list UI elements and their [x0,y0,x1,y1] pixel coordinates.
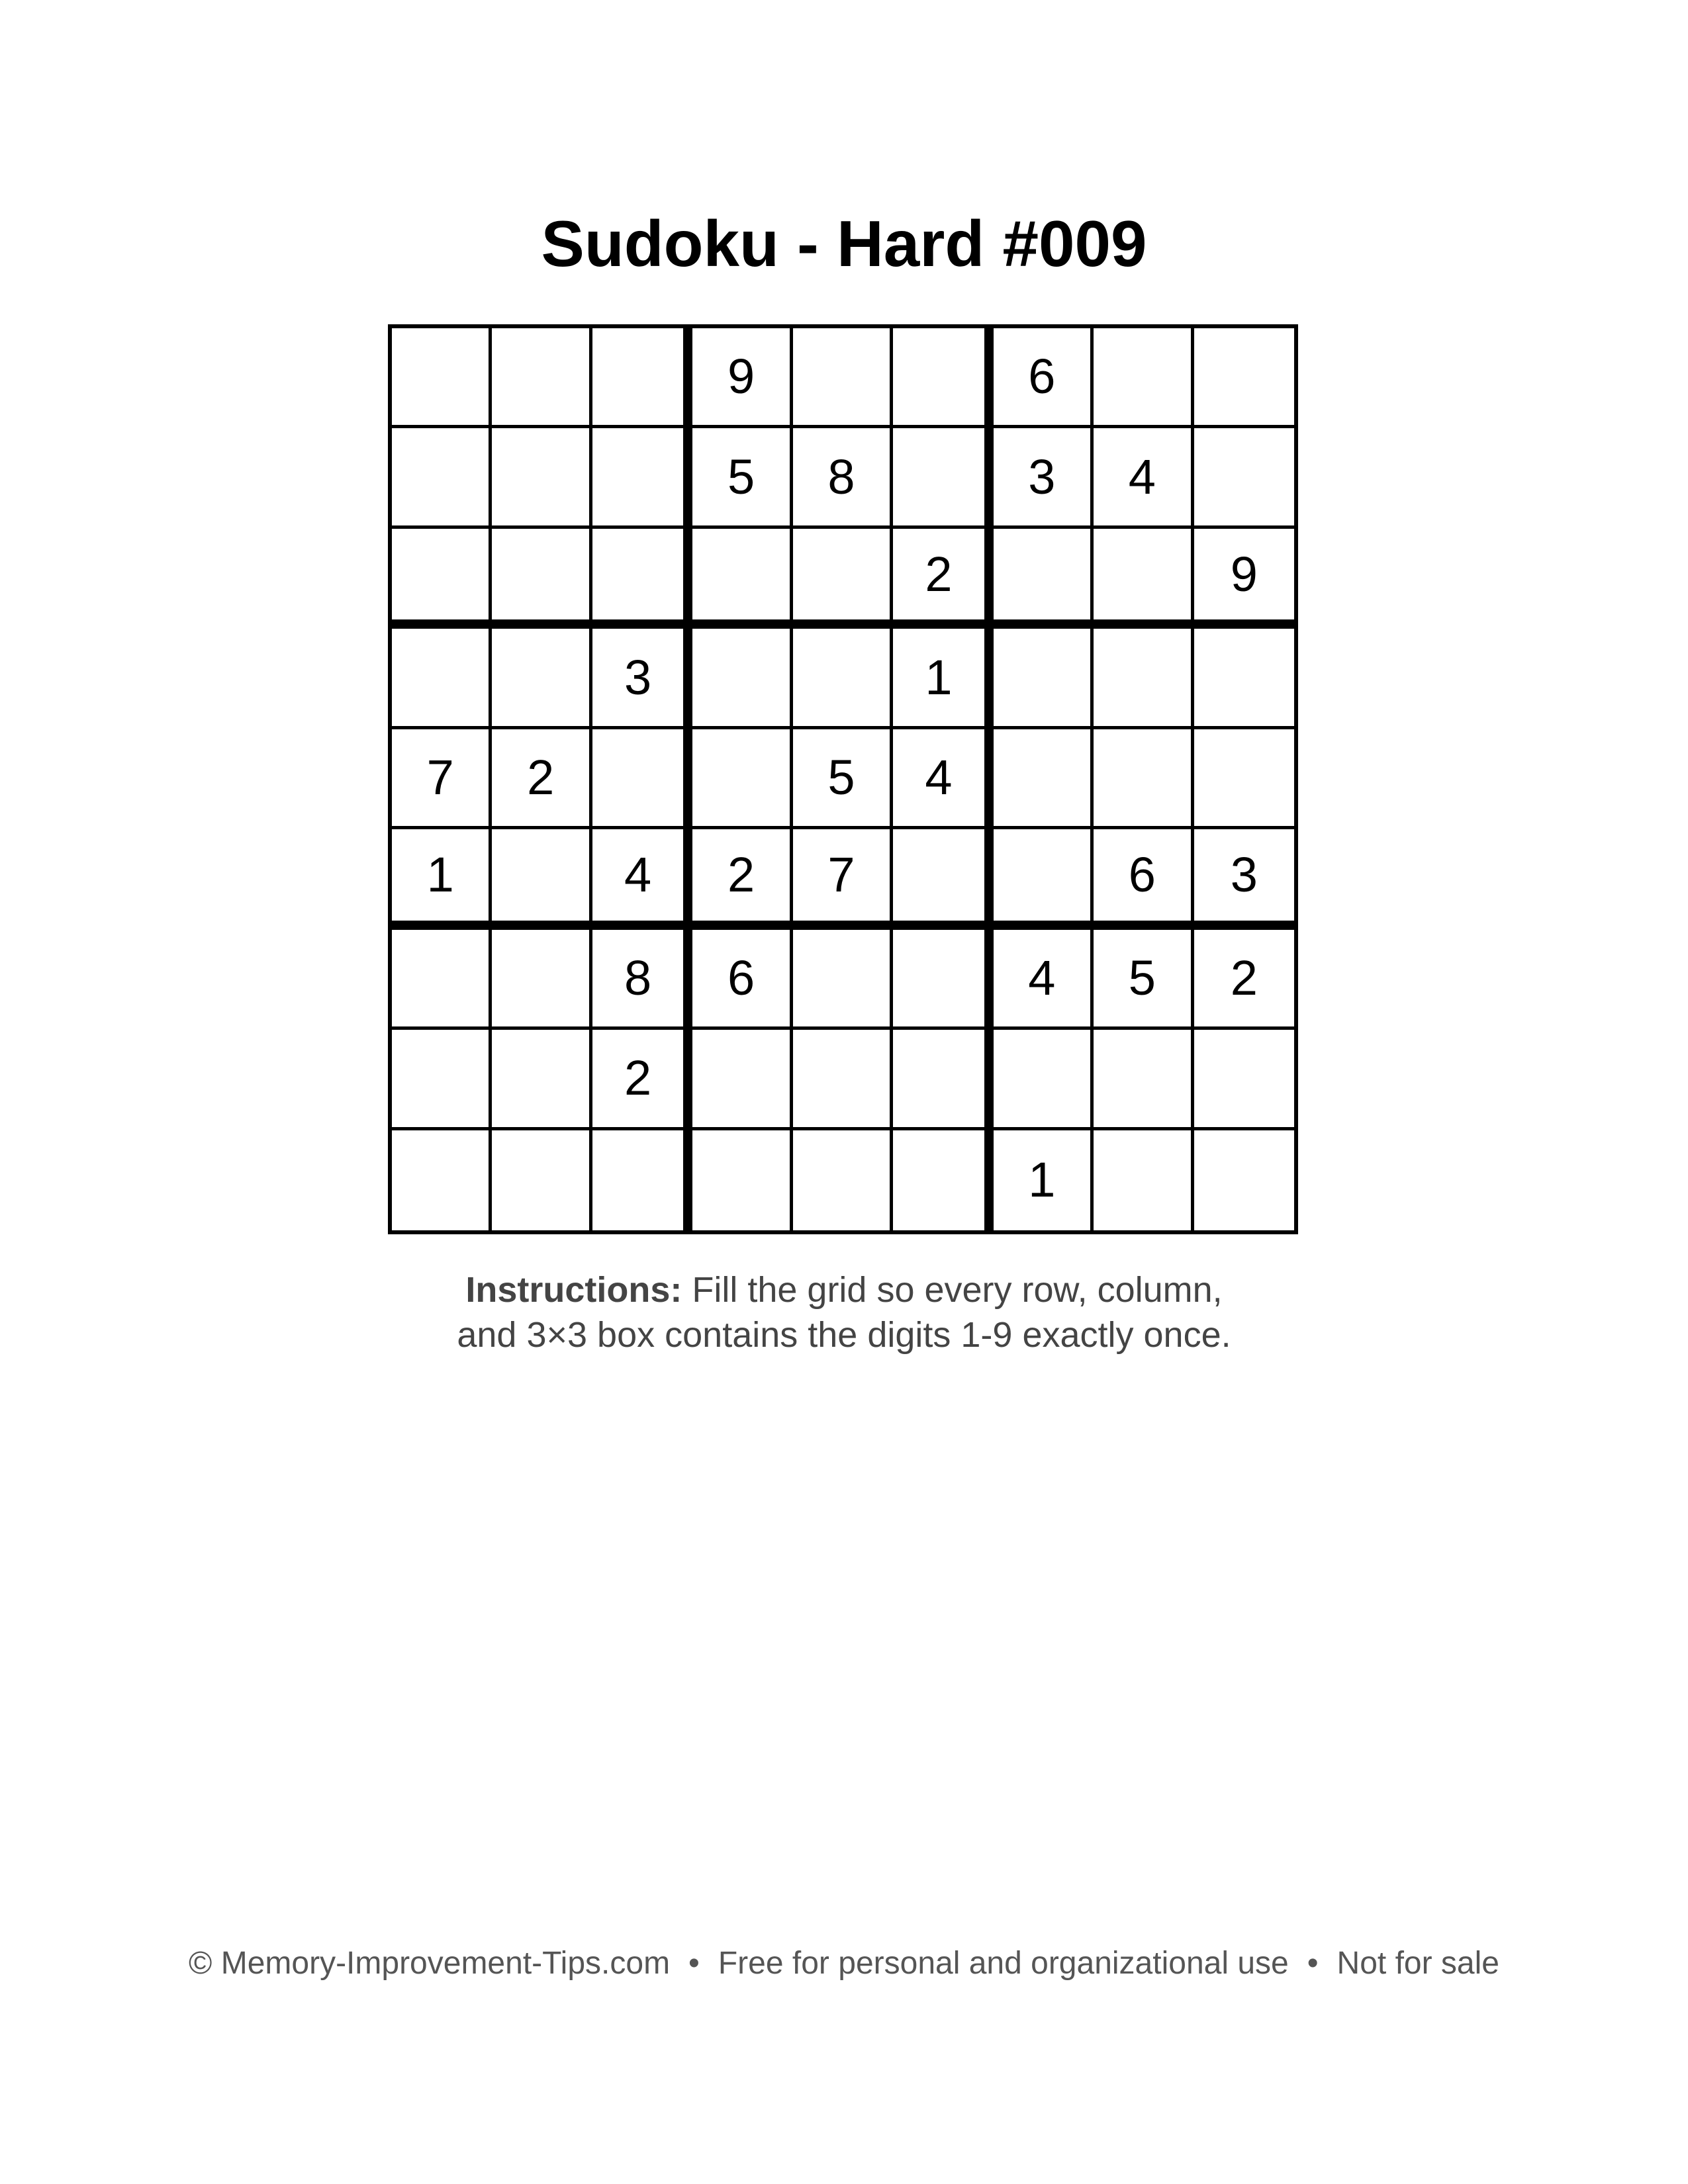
sudoku-cell-r7-c1 [392,930,492,1030]
sudoku-cell-r5-c5: 5 [793,729,893,829]
sudoku-cell-r2-c2 [492,428,592,528]
sudoku-cell-r5-c4 [692,729,792,829]
sudoku-cell-r9-c9 [1194,1130,1294,1230]
sudoku-cell-r7-c2 [492,930,592,1030]
sudoku-cell-r9-c1 [392,1130,492,1230]
sudoku-cell-r6-c6 [893,829,993,929]
sudoku-cell-r9-c6 [893,1130,993,1230]
instructions-text-1: Fill the grid so every row, column, [692,1270,1223,1310]
sudoku-cell-r8-c2 [492,1030,592,1130]
sudoku-cell-r7-c6 [893,930,993,1030]
sudoku-cell-r6-c2 [492,829,592,929]
sudoku-cell-r3-c7 [994,529,1094,629]
sudoku-cell-r8-c7 [994,1030,1094,1130]
sudoku-cell-r4-c3: 3 [592,629,692,729]
sudoku-cell-r1-c1 [392,328,492,428]
sudoku-cell-r6-c8: 6 [1094,829,1194,929]
sudoku-cell-r8-c8 [1094,1030,1194,1130]
sudoku-cell-r5-c3 [592,729,692,829]
sudoku-cell-r4-c8 [1094,629,1194,729]
instructions-label: Instructions: [465,1270,682,1310]
sudoku-cell-r7-c4: 6 [692,930,792,1030]
sudoku-cell-r3-c2 [492,529,592,629]
sudoku-cell-r5-c6: 4 [893,729,993,829]
sudoku-cell-r1-c3 [592,328,692,428]
page-title: Sudoku - Hard #009 [541,207,1147,280]
footer-copyright: © Memory-Improvement-Tips.com [189,1946,671,1981]
sudoku-cell-r7-c9: 2 [1194,930,1294,1030]
sudoku-cell-r1-c8 [1094,328,1194,428]
sudoku-cell-r4-c4 [692,629,792,729]
footer-usage: Free for personal and organizational use [718,1946,1289,1981]
instructions [0,1267,1688,1357]
sudoku-cell-r3-c3 [592,529,692,629]
sudoku-cell-r9-c3 [592,1130,692,1230]
instructions-line-2: and 3×3 box contains the digits 1-9 exactly once. [457,1315,1231,1355]
sudoku-cell-r1-c9 [1194,328,1294,428]
sudoku-cell-r3-c8 [1094,529,1194,629]
sudoku-cell-r5-c8 [1094,729,1194,829]
sudoku-grid [388,324,1298,1234]
sudoku-cell-r2-c4: 5 [692,428,792,528]
footer [0,1942,1688,1985]
sudoku-cell-r5-c9 [1194,729,1294,829]
footer-separator: • [1307,1946,1319,1981]
sudoku-cell-r1-c2 [492,328,592,428]
sudoku-cell-r6-c3: 4 [592,829,692,929]
sudoku-cell-r2-c8: 4 [1094,428,1194,528]
sudoku-cell-r7-c7: 4 [994,930,1094,1030]
sudoku-cell-r8-c5 [793,1030,893,1130]
sudoku-cell-r6-c9: 3 [1194,829,1294,929]
sudoku-cell-r1-c5 [793,328,893,428]
sudoku-cell-r2-c7: 3 [994,428,1094,528]
sudoku-cell-r4-c7 [994,629,1094,729]
sudoku-cell-r7-c8: 5 [1094,930,1194,1030]
sudoku-cell-r9-c7: 1 [994,1130,1094,1230]
footer-separator: • [688,1946,700,1981]
sudoku-cell-r4-c1 [392,629,492,729]
sudoku-cell-r1-c6 [893,328,993,428]
sudoku-cell-r1-c7: 6 [994,328,1094,428]
sudoku-cell-r7-c3: 8 [592,930,692,1030]
sudoku-cell-r1-c4: 9 [692,328,792,428]
sudoku-cell-r4-c6: 1 [893,629,993,729]
sudoku-cell-r8-c6 [893,1030,993,1130]
sudoku-cell-r3-c1 [392,529,492,629]
sudoku-cell-r9-c5 [793,1130,893,1230]
sudoku-cell-r8-c1 [392,1030,492,1130]
sudoku-cell-r2-c9 [1194,428,1294,528]
sudoku-cell-r9-c8 [1094,1130,1194,1230]
sudoku-cell-r3-c6: 2 [893,529,993,629]
sudoku-cell-r4-c2 [492,629,592,729]
instructions-line-1 [0,1267,1688,1312]
sudoku-cell-r4-c5 [793,629,893,729]
sudoku-cell-r5-c7 [994,729,1094,829]
sudoku-cell-r3-c4 [692,529,792,629]
sudoku-cell-r6-c1: 1 [392,829,492,929]
sudoku-cell-r3-c5 [793,529,893,629]
sudoku-cell-r6-c7 [994,829,1094,929]
sudoku-cell-r2-c1 [392,428,492,528]
sudoku-cell-r4-c9 [1194,629,1294,729]
sudoku-cell-r6-c5: 7 [793,829,893,929]
sudoku-cell-r8-c9 [1194,1030,1294,1130]
sudoku-cell-r3-c9: 9 [1194,529,1294,629]
sudoku-cell-r5-c2: 2 [492,729,592,829]
footer-sale: Not for sale [1336,1946,1499,1981]
sudoku-cell-r2-c6 [893,428,993,528]
sudoku-cell-r5-c1: 7 [392,729,492,829]
sudoku-cell-r8-c4 [692,1030,792,1130]
sudoku-cell-r6-c4: 2 [692,829,792,929]
sudoku-cell-r9-c2 [492,1130,592,1230]
sudoku-cell-r8-c3: 2 [592,1030,692,1130]
sudoku-cell-r2-c5: 8 [793,428,893,528]
sudoku-cell-r2-c3 [592,428,692,528]
sudoku-cell-r9-c4 [692,1130,792,1230]
sudoku-cell-r7-c5 [793,930,893,1030]
